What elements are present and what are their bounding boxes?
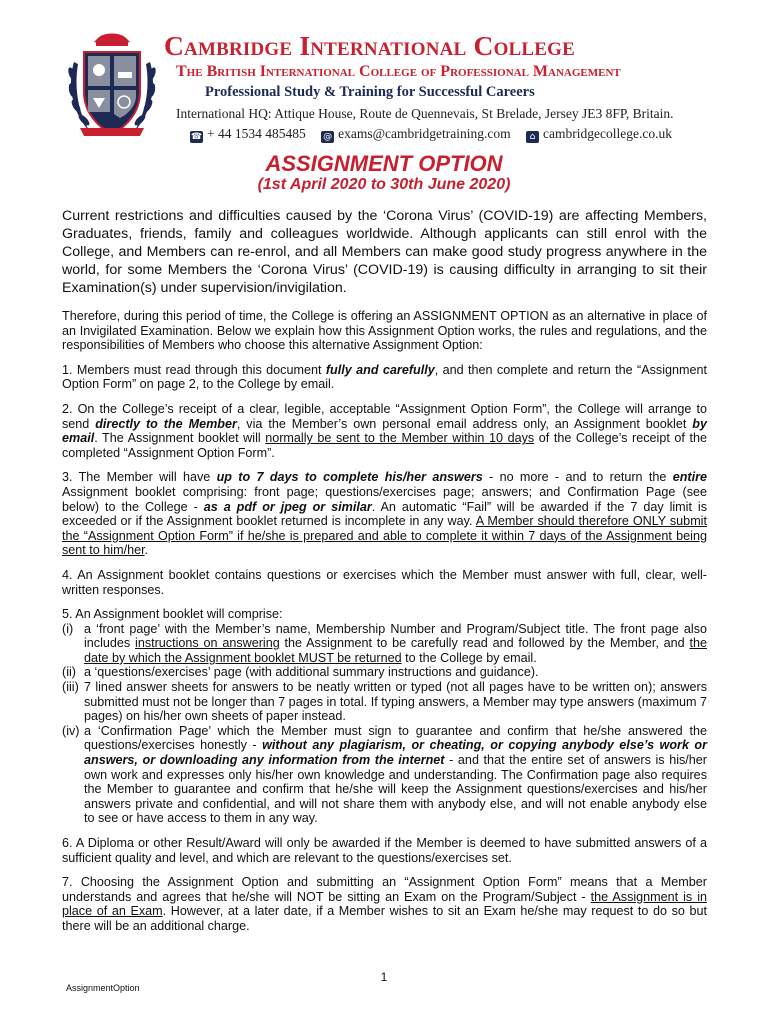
college-name: Cambridge International College: [164, 30, 576, 61]
college-crest-logo: [60, 32, 164, 144]
document-dates: (1st April 2020 to 30th June 2020): [257, 176, 511, 193]
rule-5-item-ii: (ii) a ‘questions/exercises’ page (with additional summary instructions and guidance).: [62, 665, 539, 680]
letterhead: [0, 0, 768, 150]
contact-line: [190, 126, 750, 143]
rule-4: 4. An Assignment booklet contains questions or exercises which the Member must answer with full, clear, well-written responses.: [62, 567, 707, 597]
page-number: 1: [380, 970, 388, 984]
document-title: ASSIGNMENT OPTION: [265, 151, 503, 176]
college-tagline: Professional Study & Training for Successful Careers: [205, 84, 535, 100]
rule-6: 6. A Diploma or other Result/Award will only be awarded if the Member is deemed to have submitted answers of a sufficient quality and level, and which are relevant to the questions/exercises set.: [62, 836, 707, 865]
phone-icon: ☎: [190, 132, 203, 142]
intro-paragraph: Current restrictions and difficulties caused by the ‘Corona Virus’ (COVID-19) are affecting Members, Graduates, friends, family and colleagues worldwide. Although applicants can still enrol with the College, and Members can re-enrol, and all Members can make good study progress anywhere in the world, for some Members the ‘Corona Virus’ (COVID-19) is causing difficulty in arranging to sit their Examination(s) under supervision/invigilation.: [62, 208, 707, 296]
rule-5-lead: 5. An Assignment booklet will comprise:: [62, 607, 283, 622]
email-link[interactable]: exams@cambridgetraining.com: [338, 126, 511, 141]
rule-5-item-i: (i) a ‘front page’ with the Member’s name, Membership Number and Program/Subject title. The front page also includes instructions on answering the Assignment to be carefully read and followed by the Member, and the date by which the Assignment booklet MUST be returned to the College by email.: [62, 621, 707, 665]
website-icon: ⌂: [526, 131, 539, 143]
lion-emblem: [94, 34, 130, 47]
rule-5-item-iii: (iii) 7 lined answer sheets for answers to be neatly written or typed (not all pages have to be written on); answers submitted must not be longer than 7 pages in total. If typing answers, a Member may type answers (maximum 7 pages) on his/her own sheets of paper instead.: [62, 680, 707, 724]
rule-2: 2. On the College’s receipt of a clear, legible, acceptable “Assignment Option Form”, the College will arrange to send directly to the Member, via the Member’s own personal email address only, an Assignment booklet by email. The Assignment booklet will normally be sent to the Member within 10 days of the College’s receipt of the completed “Assignment Option Form”.: [62, 401, 707, 460]
college-address: International HQ: Attique House, Route de Quennevais, St Brelade, Jersey JE3 8FP, Britain.: [176, 106, 674, 121]
document-body: [62, 207, 707, 944]
rule-7: 7. Choosing the Assignment Option and submitting an “Assignment Option Form” means that a Member understands and agrees that he/she will NOT be sitting an Exam on the Program/Subject - the Assignment is in place of an Exam. However, at a later date, if a Member wishes to sit an Exam he/she may request to do so but there will be an additional charge.: [62, 875, 707, 933]
shield: [84, 52, 140, 134]
college-subtitle: The British International College of Professional Management: [176, 63, 621, 80]
rule-5: [62, 607, 707, 826]
phone-number[interactable]: + 44 1534 485485: [207, 126, 306, 141]
footer-label: AssignmentOption: [66, 983, 140, 993]
rule-5-item-iv: (iv) a ‘Confirmation Page’ which the Member must sign to guarantee and confirm that he/she answered the questions/exercises honestly - without any plagiarism, or cheating, or copying anybody else’s work or answers, or downloading any information from the internet - and that the entire set of answers is his/her own work and expresses only his/her own knowledge and understanding. The Confirmation page also requires the Member to guarantee and confirm that he/she will keep the Assignment questions/exercises and his/her answers private and confidential, and will not share them with anybody else, and will not enable anybody else to see or have access to them in any way.: [62, 723, 708, 826]
website-link[interactable]: cambridgecollege.co.uk: [543, 126, 672, 141]
rule-3: 3. The Member will have up to 7 days to complete his/her answers - no more - and to return the entire Assignment booklet comprising: front page; questions/exercises page; answers; and Confirmation Page (see below) to the College - as a pdf or jpeg or similar. An automatic “Fail” will be awarded if the 7 day limit is exceeded or if the Assignment booklet returned is incomplete in any way. A Member should therefore ONLY submit the “Assignment Option Form” if he/she is prepared and able to complete it within 7 days of the Assignment being sent to him/her.: [62, 470, 708, 558]
email-icon: @: [323, 132, 333, 142]
therefore-paragraph: Therefore, during this period of time, the College is offering an ASSIGNMENT OPTION as an alternative in place of an Invigilated Examination. Below we explain how this Assignment Option works, the rules and regulations, and the responsibilities of Members who choose this alternative Assignment Option:: [62, 309, 707, 353]
rule-1: 1. Members must read through this document fully and carefully, and then complete and return the “Assignment Option Form” on page 2, to the College by email.: [62, 362, 707, 392]
